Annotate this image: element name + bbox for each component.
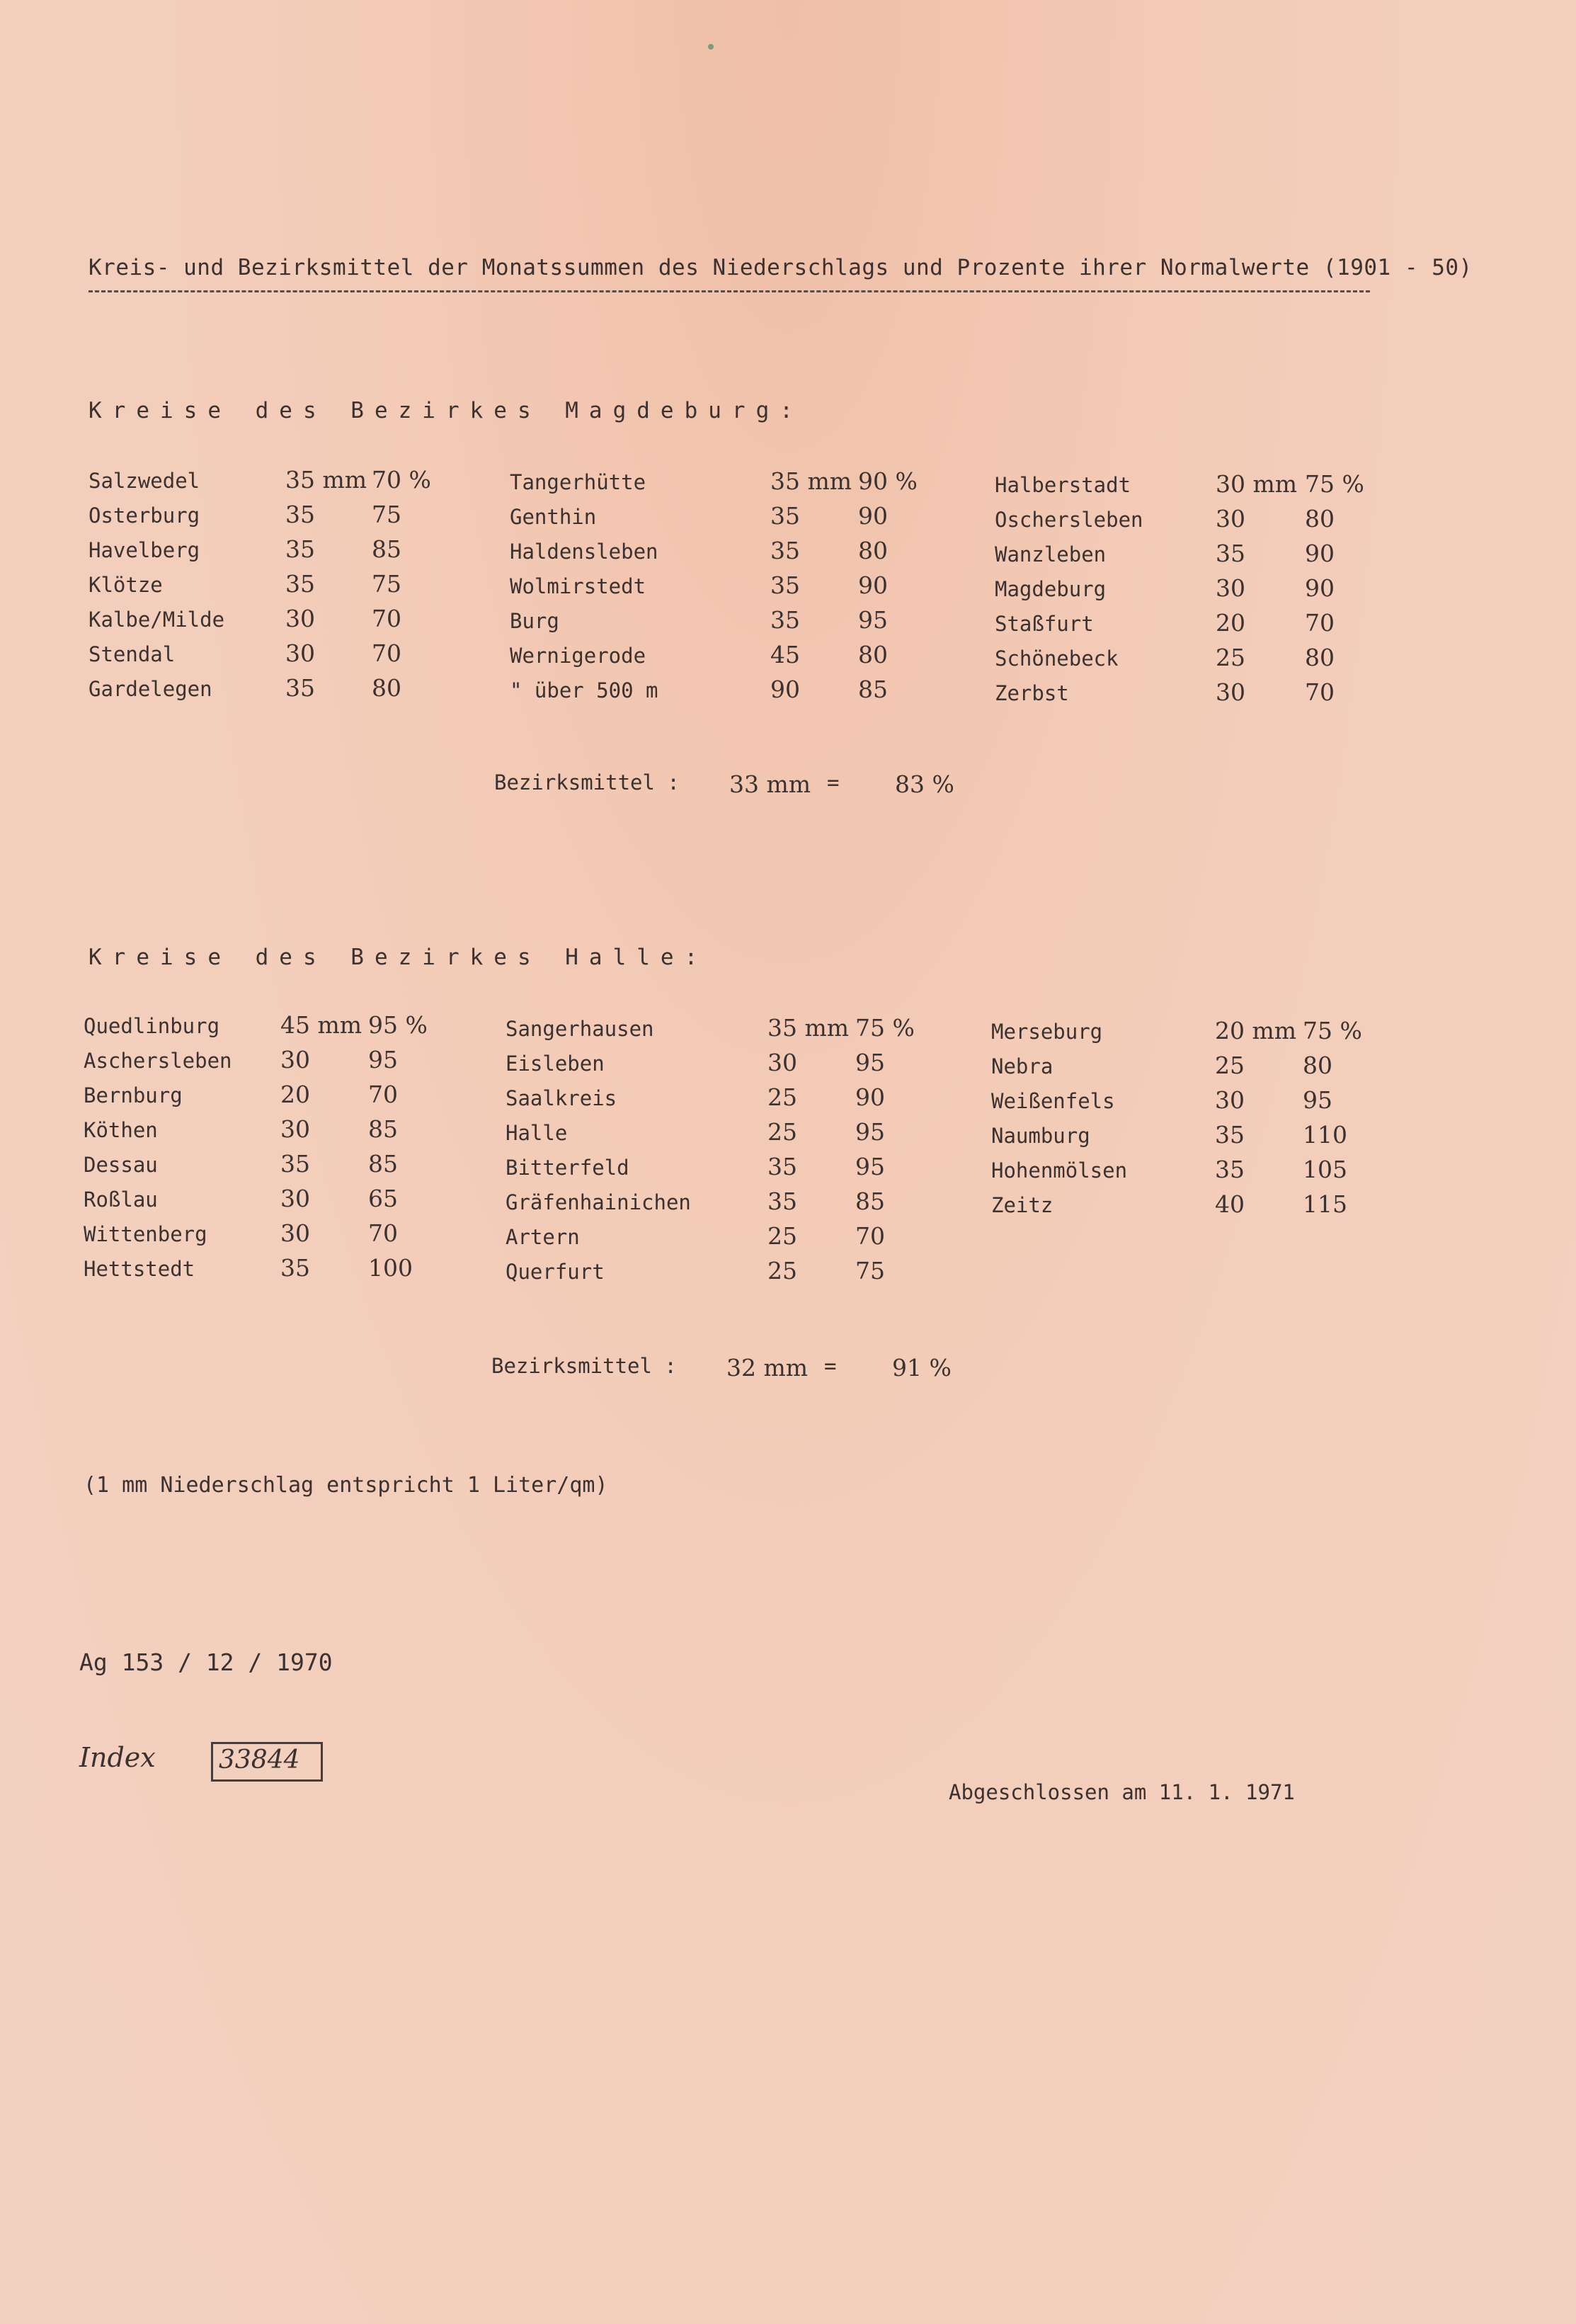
precipitation-mm: 35 — [770, 502, 800, 530]
mean-equals: = — [827, 770, 840, 794]
percent-of-normal: 90 — [855, 1083, 885, 1111]
precipitation-mm: 35 — [1215, 1156, 1245, 1183]
district-name: Naumburg — [991, 1124, 1090, 1148]
district-name: Gardelegen — [88, 677, 212, 701]
percent-of-normal: 70 — [1305, 609, 1335, 637]
percent-of-normal: 80 — [1303, 1052, 1332, 1079]
district-name: Oschersleben — [995, 508, 1143, 532]
percent-of-normal: 95 — [855, 1049, 885, 1076]
precipitation-mm: 35 — [1215, 1121, 1245, 1149]
percent-of-normal: 75 % — [1305, 470, 1364, 498]
district-name: Artern — [506, 1225, 580, 1249]
precipitation-mm: 30 — [280, 1219, 310, 1247]
precipitation-mm: 25 — [767, 1118, 797, 1146]
district-name: Bitterfeld — [506, 1156, 629, 1180]
percent-of-normal: 80 — [1305, 505, 1335, 532]
mean-equals: = — [824, 1354, 837, 1378]
precipitation-mm: 35 — [767, 1187, 797, 1215]
district-name: Zerbst — [995, 681, 1069, 705]
district-name: Köthen — [84, 1118, 158, 1142]
district-name: Staßfurt — [995, 612, 1094, 636]
percent-of-normal: 105 — [1303, 1156, 1347, 1183]
percent-of-normal: 80 — [858, 641, 888, 668]
precipitation-mm: 30 — [280, 1046, 310, 1073]
unit-note: (1 mm Niederschlag entspricht 1 Liter/qm) — [84, 1473, 608, 1498]
precipitation-mm: 25 — [767, 1083, 797, 1111]
percent-of-normal: 70 — [372, 605, 401, 632]
district-name: " über 500 m — [510, 678, 658, 702]
district-name: Zeitz — [991, 1193, 1053, 1217]
district-name: Gräfenhainichen — [506, 1190, 691, 1214]
index-label: Index — [79, 1742, 156, 1773]
percent-of-normal: 115 — [1303, 1190, 1347, 1218]
percent-of-normal: 80 — [372, 674, 401, 702]
percent-of-normal: 95 — [858, 606, 888, 634]
percent-of-normal: 70 — [368, 1081, 398, 1108]
precipitation-mm: 45 — [770, 641, 800, 668]
district-name: Haldensleben — [510, 540, 658, 564]
precipitation-mm: 30 — [1215, 1086, 1245, 1114]
district-name: Kalbe/Milde — [88, 608, 225, 632]
district-name: Genthin — [510, 505, 597, 529]
percent-of-normal: 70 — [372, 639, 401, 667]
district-name: Havelberg — [88, 538, 200, 562]
district-name: Eisleben — [506, 1052, 605, 1076]
precipitation-mm: 35 — [280, 1254, 310, 1282]
district-name: Salzwedel — [88, 469, 200, 493]
district-name: Quedlinburg — [84, 1014, 220, 1038]
precipitation-mm: 45 mm — [280, 1011, 362, 1039]
district-name: Merseburg — [991, 1020, 1103, 1044]
district-name: Hohenmölsen — [991, 1158, 1128, 1183]
precipitation-mm: 30 — [280, 1115, 310, 1143]
precipitation-mm: 35 — [770, 606, 800, 634]
district-name: Osterburg — [88, 503, 200, 528]
section-heading-halle: Kreise des Bezirkes Halle: — [88, 945, 709, 970]
precipitation-mm: 20 — [280, 1081, 310, 1108]
precipitation-mm: 30 — [285, 639, 315, 667]
mean-label: Bezirksmittel : — [494, 770, 680, 794]
precipitation-mm: 25 — [767, 1222, 797, 1250]
district-name: Klötze — [88, 573, 163, 597]
precipitation-mm: 35 — [767, 1153, 797, 1180]
percent-of-normal: 90 — [858, 502, 888, 530]
precipitation-mm: 25 — [1215, 1052, 1245, 1079]
percent-of-normal: 75 — [372, 570, 401, 598]
precipitation-mm: 20 mm — [1215, 1017, 1297, 1044]
mean-percent: 91 % — [892, 1354, 952, 1382]
precipitation-mm: 30 — [1216, 505, 1245, 532]
percent-of-normal: 85 — [368, 1150, 398, 1178]
precipitation-mm: 25 — [1216, 644, 1245, 671]
percent-of-normal: 95 % — [368, 1011, 428, 1039]
district-name: Roßlau — [84, 1187, 158, 1212]
percent-of-normal: 95 — [855, 1153, 885, 1180]
precipitation-mm: 35 — [285, 501, 315, 528]
percent-of-normal: 95 — [855, 1118, 885, 1146]
percent-of-normal: 75 % — [855, 1014, 915, 1042]
precipitation-mm: 30 — [280, 1185, 310, 1212]
district-name: Weißenfels — [991, 1089, 1115, 1113]
precipitation-mm: 30 — [1216, 574, 1245, 602]
title-underline — [88, 290, 1370, 292]
district-name: Schönebeck — [995, 646, 1119, 671]
percent-of-normal: 95 — [368, 1046, 398, 1073]
precipitation-mm: 35 — [770, 537, 800, 564]
precipitation-mm: 30 — [767, 1049, 797, 1076]
district-name: Hettstedt — [84, 1257, 195, 1281]
percent-of-normal: 70 % — [372, 466, 431, 494]
district-name: Sangerhausen — [506, 1017, 654, 1041]
mean-percent: 83 % — [895, 770, 954, 798]
district-name: Halle — [506, 1121, 568, 1145]
percent-of-normal: 80 — [1305, 644, 1335, 671]
percent-of-normal: 75 — [372, 501, 401, 528]
precipitation-mm: 35 — [280, 1150, 310, 1178]
district-name: Burg — [510, 609, 559, 633]
district-name: Bernburg — [84, 1083, 183, 1107]
reference-number: Ag 153 / 12 / 1970 — [79, 1648, 333, 1676]
document-title: Kreis- und Bezirksmittel der Monatssummen des Niederschlags und Prozente ihrer Normalwerte (1901 - 50) — [88, 255, 1473, 280]
precipitation-mm: 35 — [285, 535, 315, 563]
precipitation-mm: 20 — [1216, 609, 1245, 637]
percent-of-normal: 85 — [858, 676, 888, 703]
paper-speck — [708, 44, 714, 50]
percent-of-normal: 70 — [368, 1219, 398, 1247]
precipitation-mm: 35 mm — [767, 1014, 850, 1042]
precipitation-mm: 25 — [767, 1257, 797, 1285]
district-name: Aschersleben — [84, 1049, 232, 1073]
precipitation-mm: 30 — [285, 605, 315, 632]
district-name: Halberstadt — [995, 473, 1131, 497]
percent-of-normal: 70 — [1305, 678, 1335, 706]
mean-mm: 33 mm — [729, 770, 811, 798]
percent-of-normal: 65 — [368, 1185, 398, 1212]
precipitation-mm: 35 — [285, 674, 315, 702]
percent-of-normal: 85 — [372, 535, 401, 563]
precipitation-mm: 30 mm — [1216, 470, 1298, 498]
district-name: Wanzleben — [995, 542, 1107, 566]
percent-of-normal: 90 — [1305, 574, 1335, 602]
district-name: Saalkreis — [506, 1086, 617, 1110]
section-heading-magdeburg: Kreise des Bezirkes Magdeburg: — [88, 398, 804, 423]
precipitation-mm: 30 — [1216, 678, 1245, 706]
precipitation-mm: 35 mm — [285, 466, 367, 494]
percent-of-normal: 90 — [858, 571, 888, 599]
district-name: Nebra — [991, 1054, 1053, 1078]
precipitation-mm: 35 — [770, 571, 800, 599]
precipitation-mm: 35 mm — [770, 467, 852, 495]
district-name: Querfurt — [506, 1260, 605, 1284]
mean-label: Bezirksmittel : — [491, 1354, 677, 1378]
percent-of-normal: 85 — [855, 1187, 885, 1215]
percent-of-normal: 80 — [858, 537, 888, 564]
district-name: Tangerhütte — [510, 470, 646, 494]
precipitation-mm: 35 — [1216, 540, 1245, 567]
mean-mm: 32 mm — [726, 1354, 809, 1382]
percent-of-normal: 75 % — [1303, 1017, 1362, 1044]
district-name: Magdeburg — [995, 577, 1107, 601]
percent-of-normal: 90 % — [858, 467, 918, 495]
district-name: Wolmirstedt — [510, 574, 646, 598]
precipitation-mm: 90 — [770, 676, 800, 703]
percent-of-normal: 90 — [1305, 540, 1335, 567]
district-name: Stendal — [88, 642, 176, 666]
percent-of-normal: 70 — [855, 1222, 885, 1250]
percent-of-normal: 85 — [368, 1115, 398, 1143]
percent-of-normal: 100 — [368, 1254, 413, 1282]
index-stamp: 33844 — [211, 1742, 323, 1782]
district-name: Wittenberg — [84, 1222, 207, 1246]
precipitation-mm: 40 — [1215, 1190, 1245, 1218]
precipitation-mm: 35 — [285, 570, 315, 598]
district-name: Wernigerode — [510, 644, 646, 668]
completion-date: Abgeschlossen am 11. 1. 1971 — [949, 1780, 1295, 1804]
district-name: Dessau — [84, 1153, 158, 1177]
percent-of-normal: 95 — [1303, 1086, 1332, 1114]
percent-of-normal: 75 — [855, 1257, 885, 1285]
percent-of-normal: 110 — [1303, 1121, 1347, 1149]
